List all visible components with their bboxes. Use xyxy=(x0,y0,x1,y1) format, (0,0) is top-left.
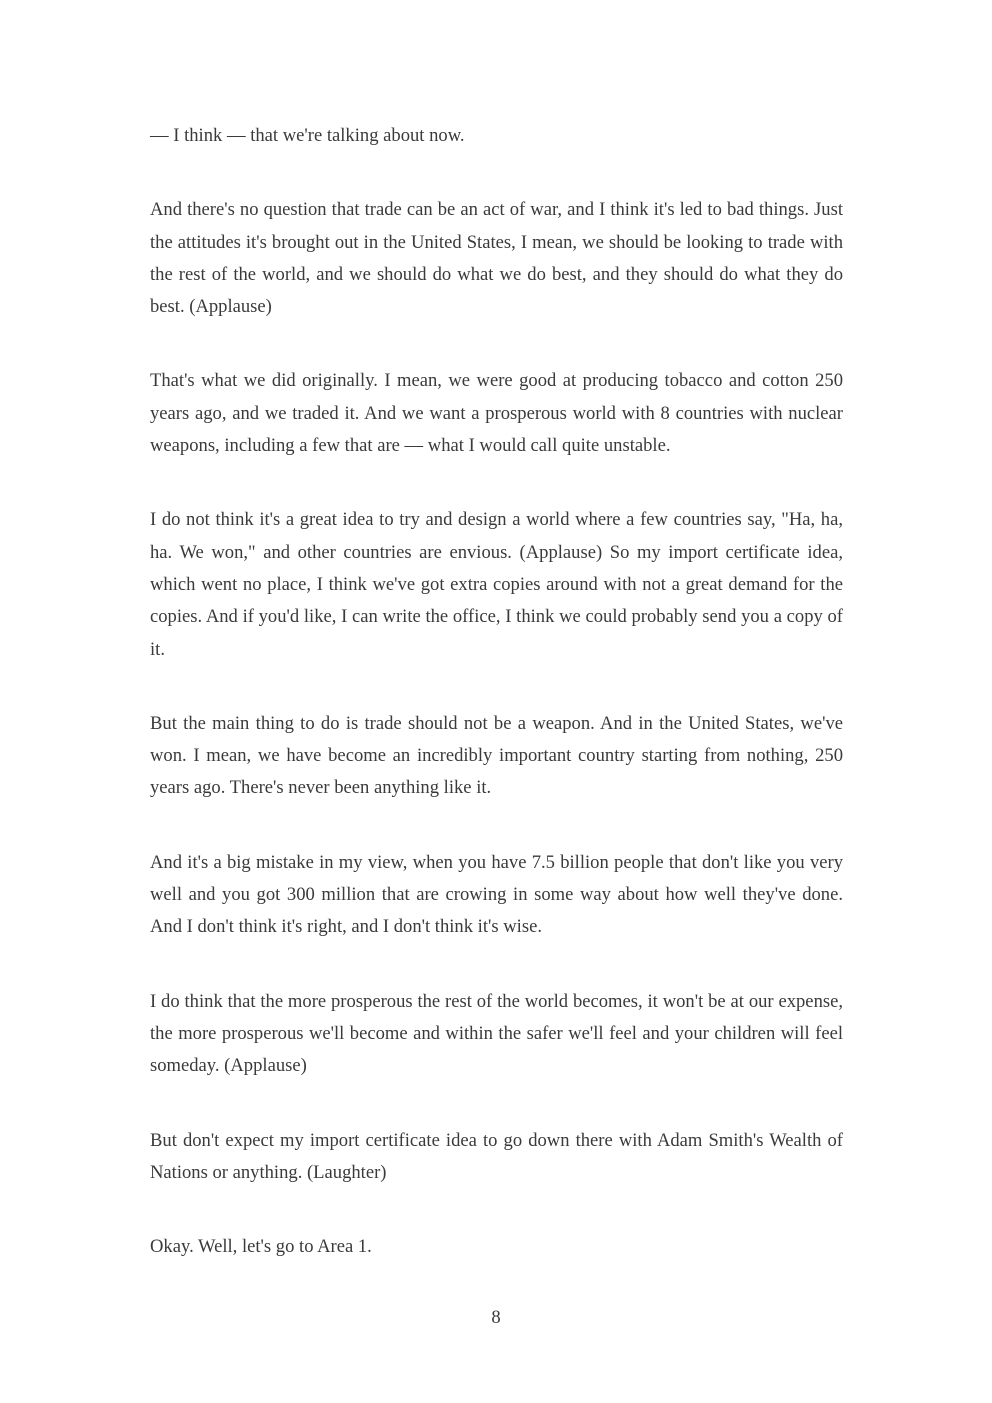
paragraph: I do not think it's a great idea to try and design a world where a few countries say, "Ha, ha, ha. We won," and other countries are envious. (Applause) So my import certificate idea, which went no place, I think we've got extra copies around with not a great demand for the copies. And if you'd like, I can write the office, I think we could probably send you a copy of it. xyxy=(150,509,843,660)
paragraph: Okay. Well, let's go to Area 1. xyxy=(150,1236,372,1258)
transcript-body xyxy=(150,120,843,1305)
paragraph: I do think that the more prosperous the rest of the world becomes, it won't be at our expense, the more prosperous we'll become and within the safer we'll feel and your children will feel someday. (Applause) xyxy=(150,990,843,1077)
paragraph: But the main thing to do is trade should not be a weapon. And in the United States, we've won. I mean, we have become an incredibly important country starting from nothing, 250 years ago. There's never been anything like it. xyxy=(150,712,843,799)
paragraph: But don't expect my import certificate idea to go down there with Adam Smith's Wealth of Nations or anything. (Laughter) xyxy=(150,1129,843,1183)
paragraph: And it's a big mistake in my view, when you have 7.5 billion people that don't like you very well and you got 300 million that are crowing in some way about how well they've done. And I don't think it's right, and I don't think it's wise. xyxy=(150,851,843,938)
page-number: 8 xyxy=(491,1307,501,1328)
paragraph: That's what we did originally. I mean, we were good at producing tobacco and cotton 250 years ago, and we traded it. And we want a prosperous world with 8 countries with nuclear weapons, including a few that are — what I would call quite unstable. xyxy=(150,370,843,457)
paragraph: And there's no question that trade can be an act of war, and I think it's led to bad things. Just the attitudes it's brought out in the United States, I mean, we should be looking to trade with the rest of the world, and we should do what we do best, and they should do what they do best. (Applause) xyxy=(150,199,843,318)
paragraph: — I think — that we're talking about now. xyxy=(150,125,465,146)
